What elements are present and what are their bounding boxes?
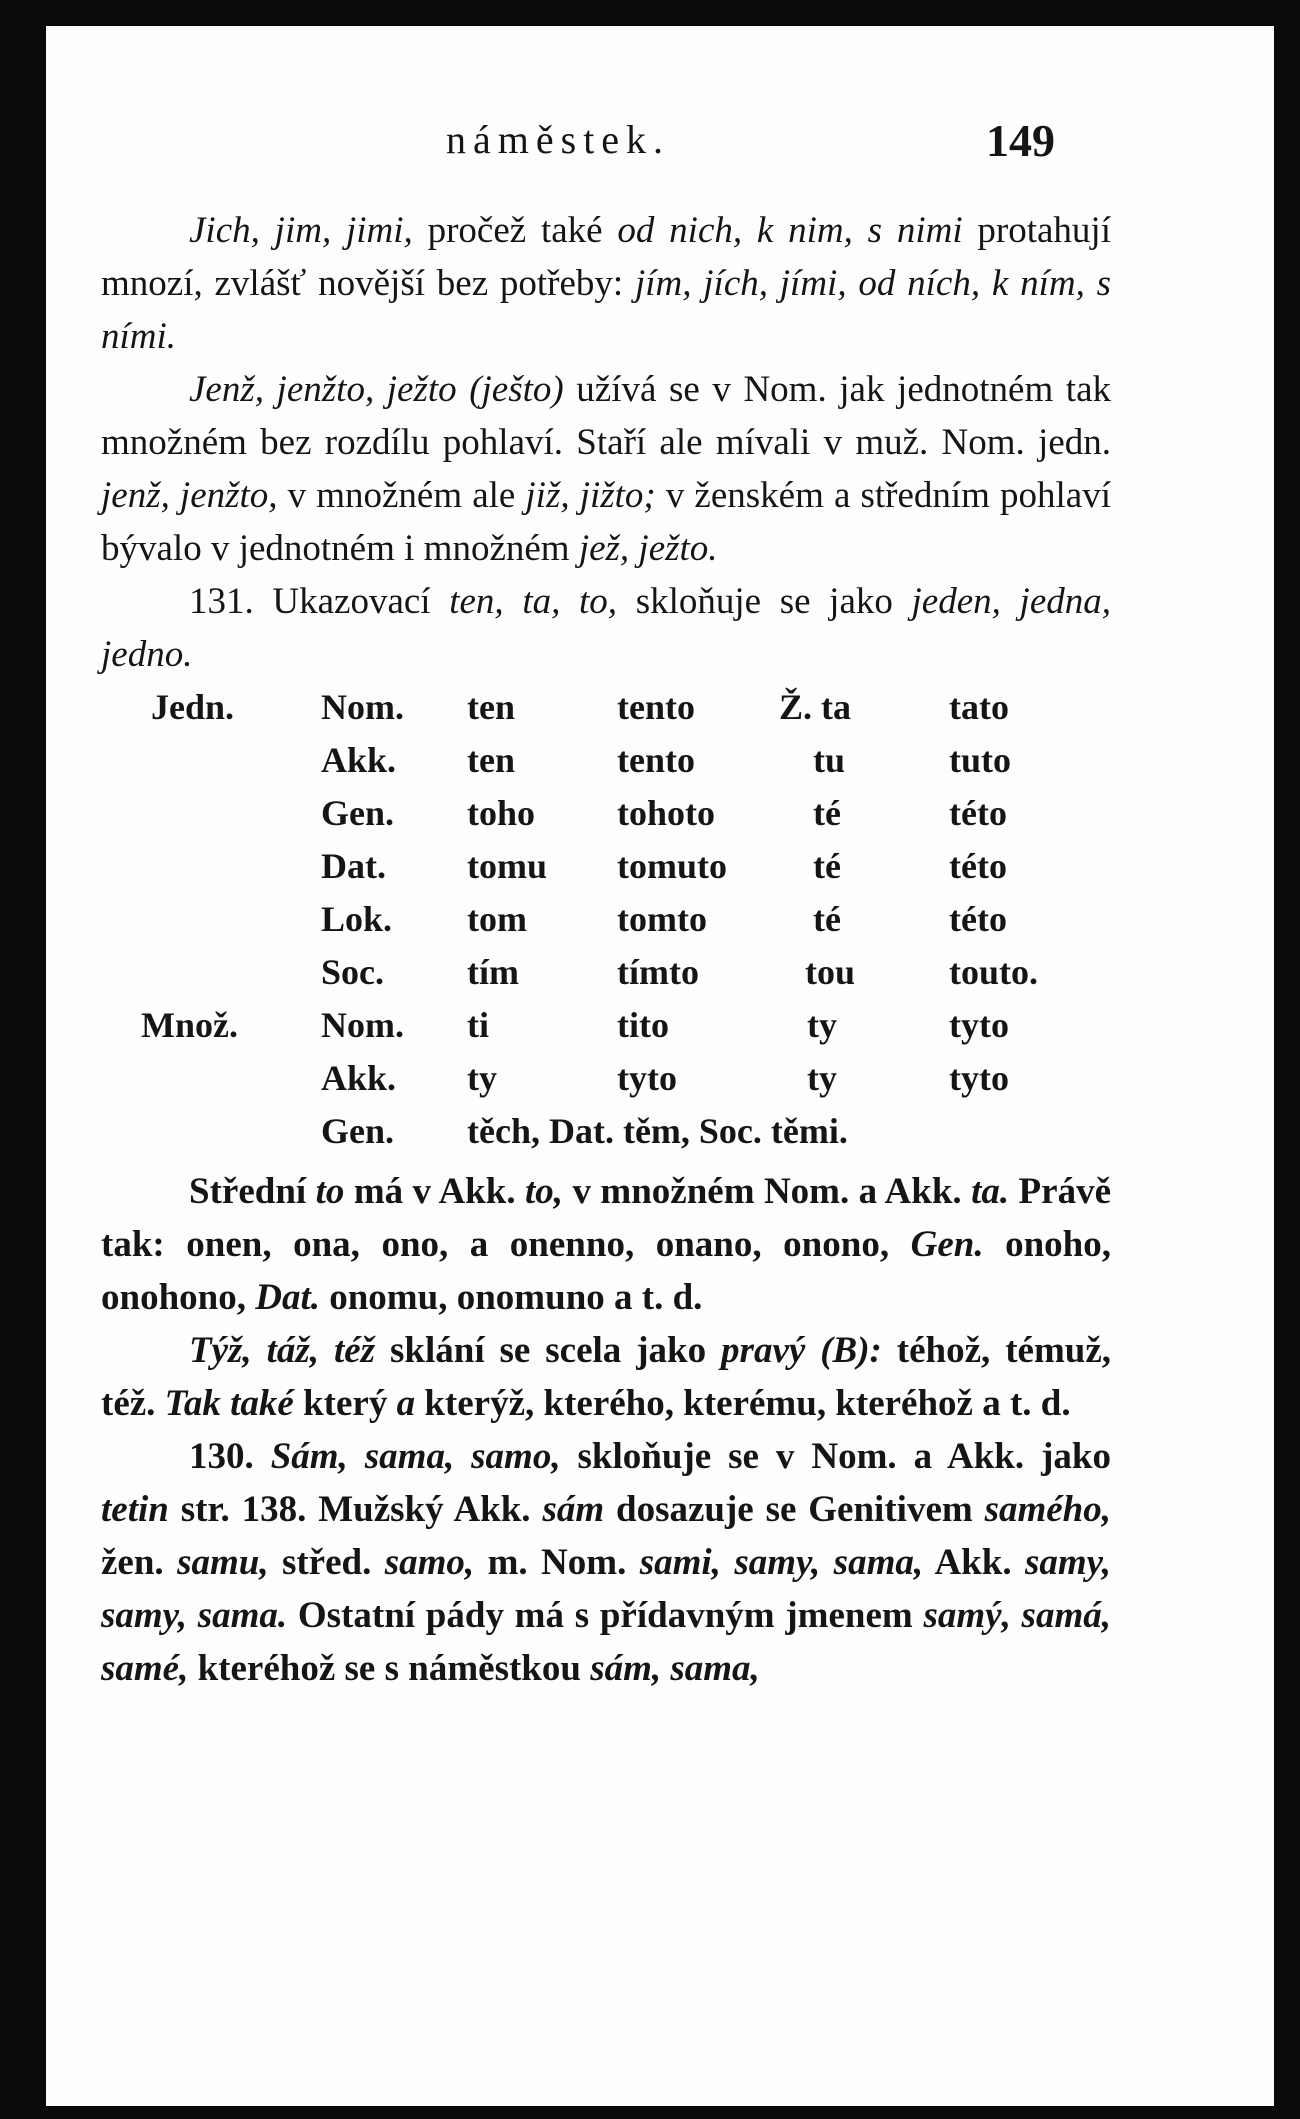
- italic-text: již, jižto;: [525, 475, 656, 516]
- italic-text: a: [396, 1383, 416, 1424]
- form-cell: tomu: [467, 846, 547, 886]
- italic-text: samo,: [384, 1542, 475, 1583]
- text-run: pročež také: [412, 210, 618, 251]
- case-label: Soc.: [321, 952, 384, 992]
- text-run: Akk.: [923, 1542, 1025, 1583]
- text-run: kterýž, kterého, kterému, kteréhož a t. d.: [415, 1383, 1071, 1424]
- text-run: skloňuje se jako: [617, 581, 912, 622]
- paragraph-tyz: [101, 1324, 1111, 1430]
- table-row: [101, 840, 1111, 893]
- text-run: v množném Nom. a Akk.: [563, 1171, 972, 1212]
- case-label: Nom.: [321, 687, 404, 727]
- text-run: onomu, onomuno a t. d.: [319, 1277, 703, 1318]
- form-cell: tohoto: [617, 793, 715, 833]
- case-label: Akk.: [321, 740, 397, 780]
- italic-text: Gen.: [910, 1224, 984, 1265]
- text-run: Ostatní pády má s přídavným jmenem: [287, 1595, 924, 1636]
- form-cell: té: [813, 899, 841, 939]
- case-label: Gen.: [321, 1111, 395, 1151]
- table-row: [101, 1105, 1111, 1158]
- form-cell: Ž. ta: [779, 687, 851, 727]
- form-cell: tomuto: [617, 846, 727, 886]
- form-cell: tuto: [949, 740, 1011, 780]
- text-run: dosazuje se Genitivem: [604, 1489, 985, 1530]
- italic-text: samu,: [177, 1542, 269, 1583]
- form-cell: tito: [617, 1005, 669, 1045]
- case-label: Dat.: [321, 846, 386, 886]
- text-run: střed.: [268, 1542, 385, 1583]
- form-cell: té: [813, 846, 841, 886]
- text-run: který: [293, 1383, 397, 1424]
- table-row: [101, 734, 1111, 787]
- italic-text: Dat.: [255, 1277, 320, 1318]
- text-run: sklání se scela jako: [375, 1330, 722, 1371]
- italic-text: samého,: [984, 1489, 1111, 1530]
- text-run: užívá se v Nom. jak jednotném tak množném bez rozdílu pohlaví. Staří ale mívali v muž. Nom. jedn.: [101, 369, 1111, 463]
- number-label: Jedn.: [151, 687, 235, 727]
- italic-text: jím, jích, jími, od ních, k ním, s ními.: [101, 263, 1111, 357]
- page-body: [101, 204, 1111, 1695]
- paragraph-131: [101, 575, 1111, 681]
- italic-text: ten, ta, to,: [449, 581, 618, 622]
- form-cell: ty: [467, 1058, 497, 1098]
- text-run: Právě tak: onen, ona, ono, a onenno, onano, onono,: [101, 1171, 1111, 1265]
- form-cell: tomto: [617, 899, 707, 939]
- text-run: kteréhož se s náměstkou: [188, 1648, 591, 1689]
- italic-text: Tak také: [164, 1383, 294, 1424]
- text-run: Střední: [189, 1171, 316, 1212]
- form-cell: tento: [617, 687, 695, 727]
- italic-text: Týž, táž, též: [189, 1330, 376, 1371]
- italic-text: Jich, jim, jimi,: [189, 210, 413, 251]
- form-cell: ti: [467, 1005, 489, 1045]
- running-header: [46, 116, 1274, 176]
- form-cell: tom: [467, 899, 527, 939]
- declension-table: [101, 681, 1111, 1165]
- italic-text: jenž, jenžto,: [101, 475, 278, 516]
- case-label: Gen.: [321, 793, 395, 833]
- italic-text: sami, samy, sama,: [639, 1542, 924, 1583]
- table-row: [101, 999, 1111, 1052]
- form-cell: ty: [807, 1058, 837, 1098]
- text-run: v množném ale: [277, 475, 526, 516]
- form-cell: ten: [467, 687, 515, 727]
- text-run: m. Nom.: [474, 1542, 640, 1583]
- italic-text: jež, ježto.: [578, 528, 718, 569]
- table-row: [101, 681, 1111, 734]
- page-number: 149: [986, 115, 1055, 166]
- form-cell: tyto: [949, 1058, 1009, 1098]
- form-cell: tyto: [617, 1058, 677, 1098]
- table-row: [101, 946, 1111, 999]
- italic-text: Sám, sama, samo,: [270, 1436, 561, 1477]
- text-run: str. 138. Mužský Akk.: [168, 1489, 543, 1530]
- case-label: Akk.: [321, 1058, 397, 1098]
- form-cell: této: [949, 846, 1007, 886]
- italic-text: samy, samy, sama.: [101, 1542, 1111, 1636]
- form-cell: té: [813, 793, 841, 833]
- italic-text: to,: [525, 1171, 564, 1212]
- form-cell: toho: [467, 793, 536, 833]
- italic-text: to: [315, 1171, 345, 1212]
- number-label: Množ.: [141, 1005, 238, 1045]
- italic-text: jeden, jedna, jedno.: [101, 581, 1112, 675]
- table-row: [101, 893, 1111, 946]
- text-run: skloňuje se v Nom. a Akk. jako: [560, 1436, 1111, 1477]
- form-cell: ty: [807, 1005, 837, 1045]
- italic-text: tetin: [101, 1489, 169, 1530]
- running-title: náměstek.: [446, 117, 671, 162]
- form-cell: tou: [805, 952, 856, 992]
- italic-text: Jenž, jenžto, ježto (ješto): [189, 369, 564, 410]
- italic-text: pravý (B):: [721, 1330, 882, 1371]
- form-cell: této: [949, 899, 1007, 939]
- form-cell: tu: [813, 740, 846, 780]
- italic-text: od nich, k nim, s nimi: [617, 210, 963, 251]
- italic-text: sám, sama,: [590, 1648, 760, 1689]
- form-cell: tyto: [949, 1005, 1009, 1045]
- text-run: 131. Ukazovací: [189, 581, 450, 622]
- book-page: [46, 26, 1274, 2106]
- form-cell: těch, Dat. těm, Soc. těmi.: [467, 1111, 848, 1151]
- italic-text: ta.: [971, 1171, 1010, 1212]
- paragraph-jenz: [101, 363, 1111, 575]
- form-cell: tím: [467, 952, 519, 992]
- form-cell: tento: [617, 740, 695, 780]
- form-cell: touto.: [949, 952, 1038, 992]
- paragraph-jich: [101, 204, 1111, 363]
- text-run: téhož, témuž, též.: [101, 1330, 1112, 1424]
- text-run: 130.: [189, 1436, 271, 1477]
- table-row: [101, 1052, 1111, 1105]
- case-label: Lok.: [321, 899, 393, 939]
- text-run: protahují mnozí, zvlášť novější bez potřeby:: [101, 210, 1111, 304]
- form-cell: této: [949, 793, 1007, 833]
- italic-text: samý, samá, samé,: [101, 1595, 1111, 1689]
- text-run: v ženském a středním pohlaví bývalo v jednotném i množném: [101, 475, 1111, 569]
- case-label: Nom.: [321, 1005, 404, 1045]
- form-cell: tato: [949, 687, 1009, 727]
- table-row: [101, 787, 1111, 840]
- form-cell: ten: [467, 740, 515, 780]
- text-run: žen.: [101, 1542, 178, 1583]
- text-run: má v Akk.: [344, 1171, 525, 1212]
- form-cell: tímto: [617, 952, 699, 992]
- text-run: onoho, onohono,: [101, 1224, 1112, 1318]
- paragraph-130: [101, 1430, 1111, 1695]
- paragraph-stredni: [101, 1165, 1111, 1324]
- italic-text: sám: [542, 1489, 605, 1530]
